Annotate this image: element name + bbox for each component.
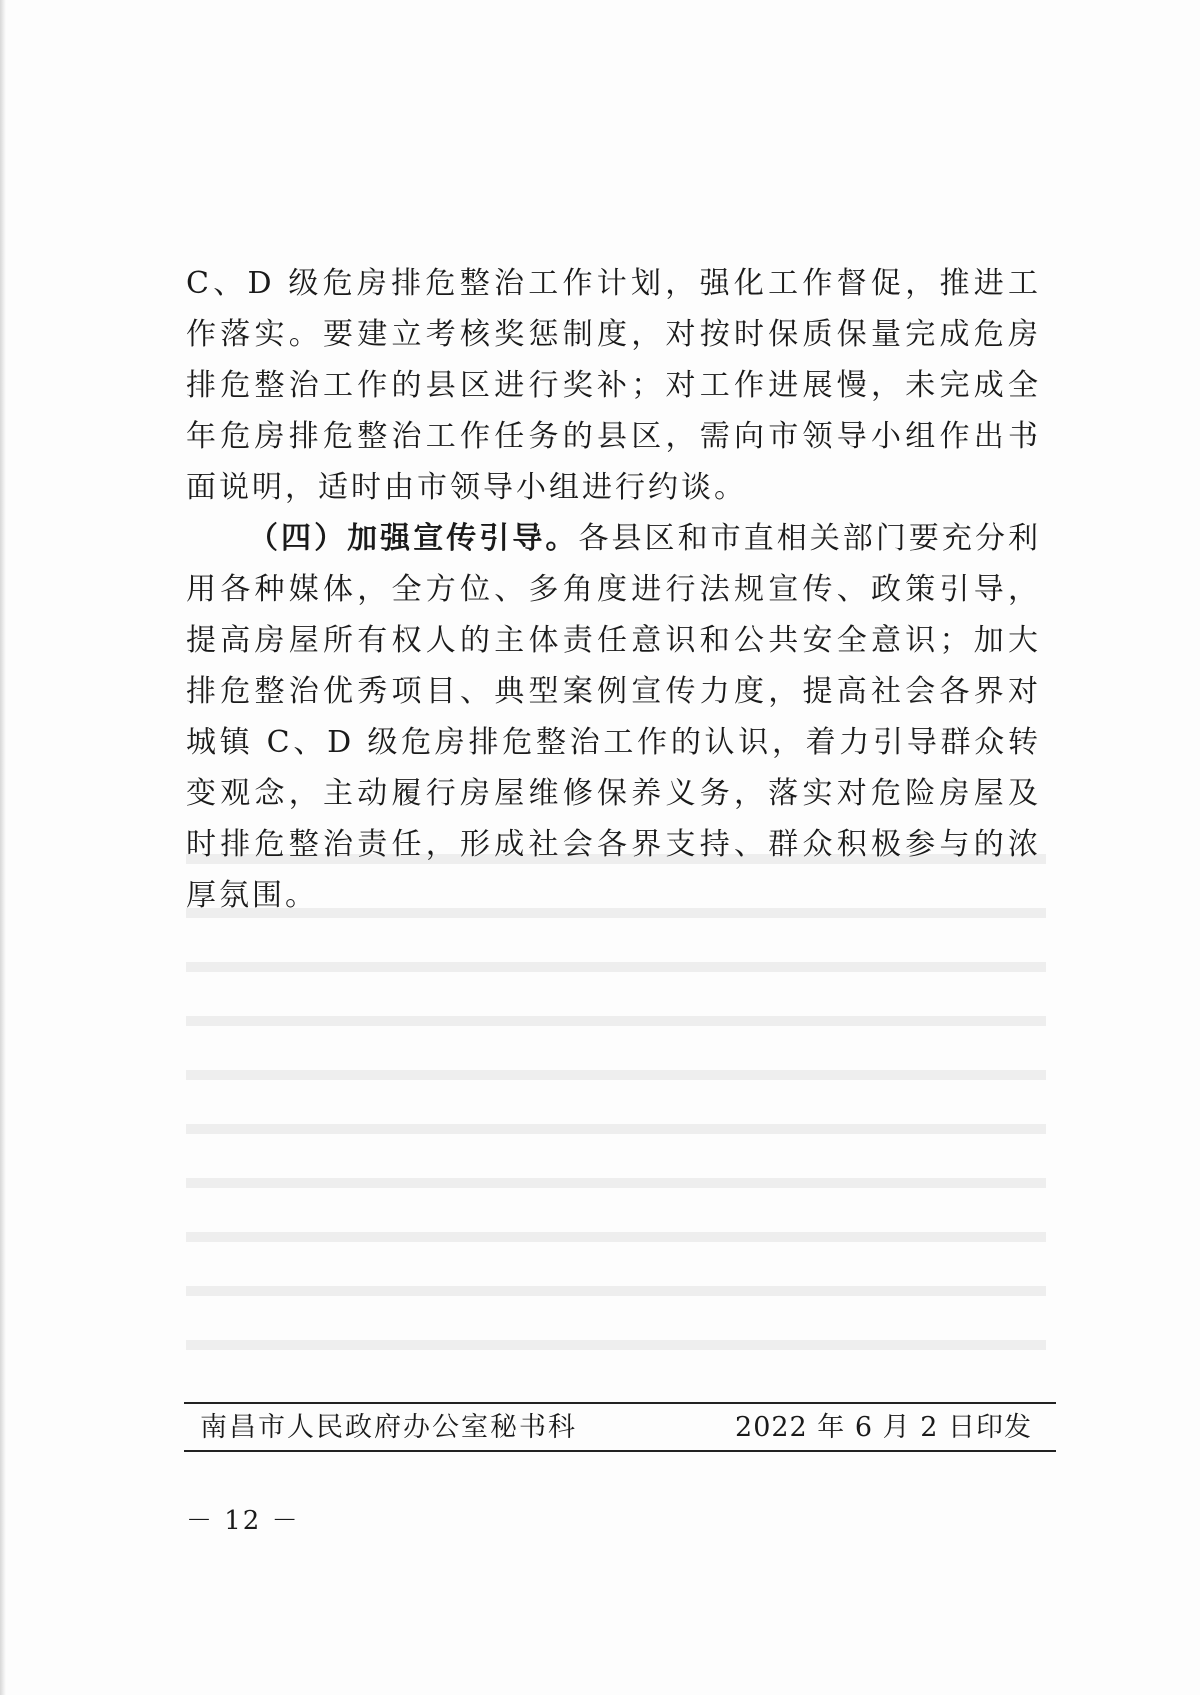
page-number: － 12 － — [186, 1506, 300, 1536]
scan-edge-shadow — [0, 0, 6, 1695]
paragraph-text: C、D 级危房排危整治工作计划，强化工作督促，推进工作落实。要建立考核奖惩制度，对按时保质保量完成危房排危整治工作的县区进行奖补；对工作进展慢，未完成全年危房排危整治工作任务的县区，需向市领导小组作出书面说明，适时由市领导小组进行约谈。 — [186, 266, 1041, 505]
body-text — [186, 258, 1041, 921]
imprint-date: 2022 年 6 月 2 日印发 — [735, 1412, 1032, 1443]
imprint-rule-top — [184, 1402, 1056, 1404]
paragraph-publicity — [186, 513, 1041, 921]
imprint-issuer: 南昌市人民政府办公室秘书科 — [200, 1412, 577, 1443]
paragraph-continuation — [186, 258, 1041, 513]
imprint-rule-bottom — [184, 1450, 1056, 1452]
paragraph-text: 各县区和市直相关部门要充分利用各种媒体，全方位、多角度进行法规宣传、政策引导，提高房屋所有权人的主体责任意识和公共安全意识；加大排危整治优秀项目、典型案例宣传力度，提高社会各界对城镇 C、D 级危房排危整治工作的认识，着力引导群众转变观念，主动履行房屋维修保养义务，落实对危险房屋及时排危整治责任，形成社会各界支持、群众积极参与的浓厚氛围。 — [186, 521, 1042, 913]
section-heading: （四）加强宣传引导。 — [248, 521, 579, 556]
